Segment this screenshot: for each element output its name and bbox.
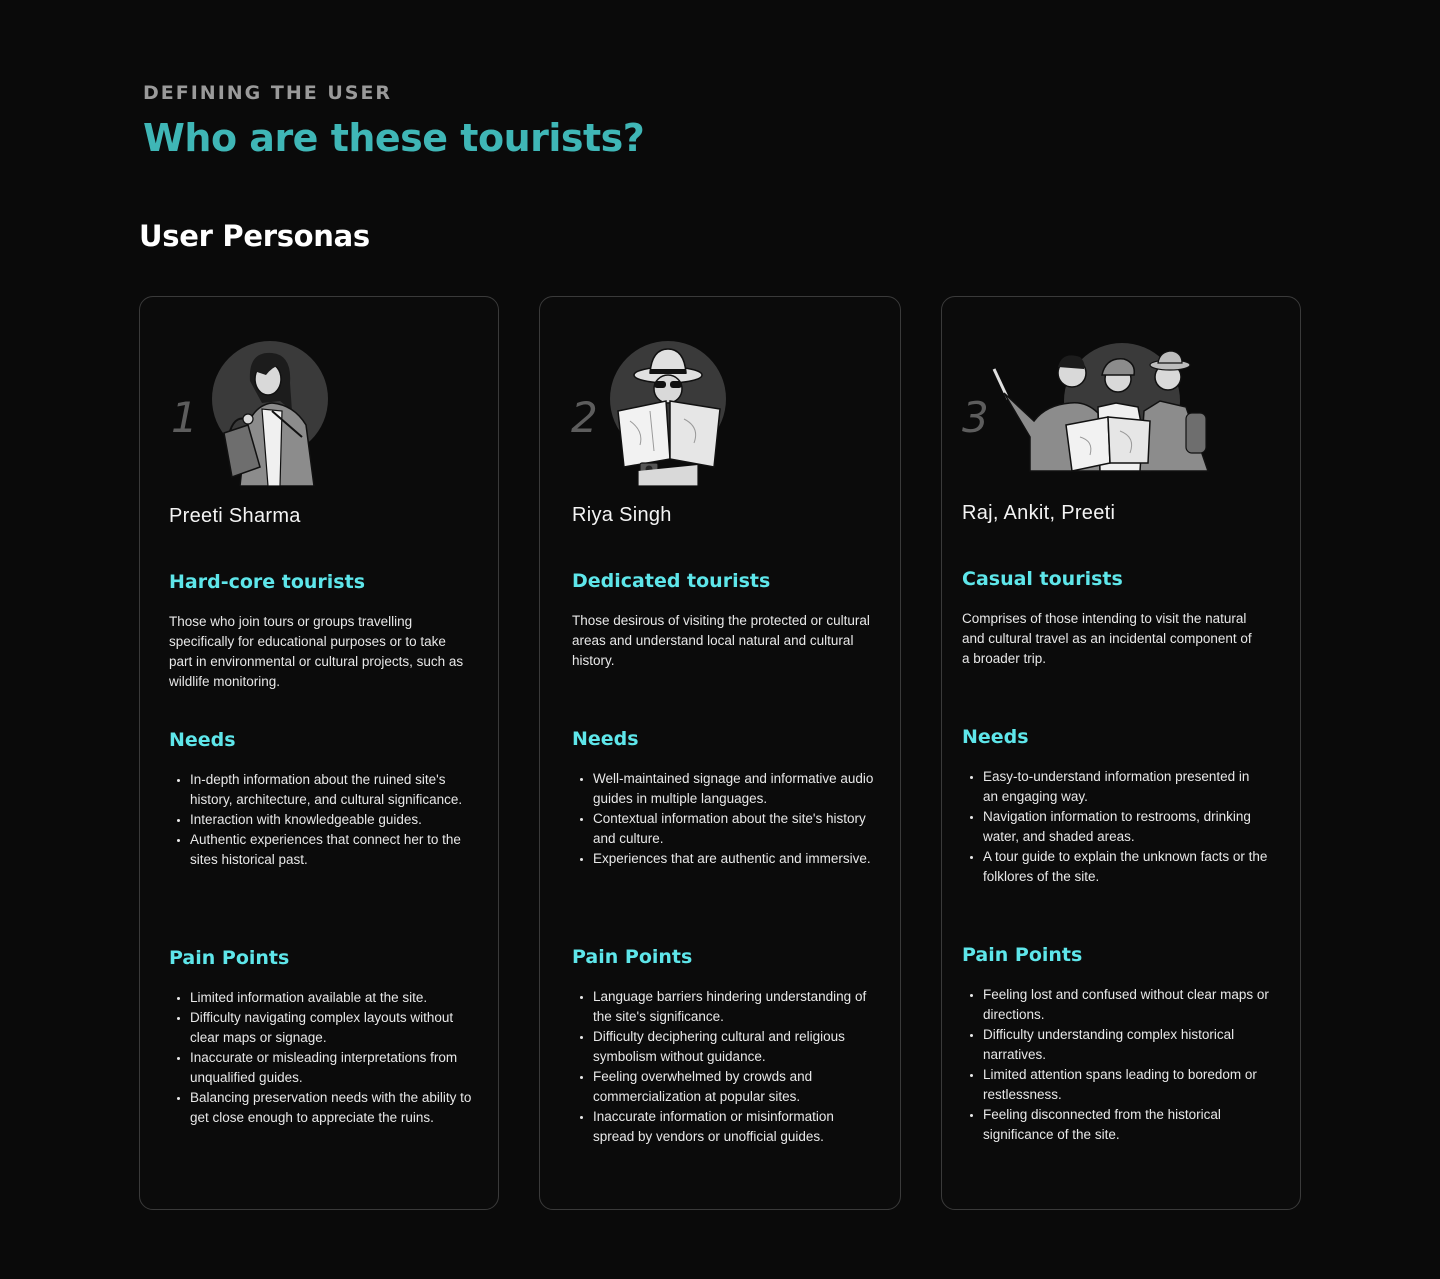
list-item: • Experiences that are authentic and immersive. <box>593 849 878 869</box>
list-item: • Feeling disconnected from the historical significance of the site. <box>983 1105 1273 1145</box>
needs-list <box>169 770 475 870</box>
list-item: • Contextual information about the site's history and culture. <box>593 809 878 849</box>
list-item: • Navigation information to restrooms, drinking water, and shaded areas. <box>983 807 1268 847</box>
pain-points-list <box>962 985 1273 1145</box>
persona-name: Riya Singh <box>572 504 672 526</box>
list-item: • Difficulty understanding complex historical narratives. <box>983 1025 1273 1065</box>
list-item: • Authentic experiences that connect her to the sites historical past. <box>190 830 475 870</box>
persona-card-2 <box>539 296 901 1210</box>
persona-name: Raj, Ankit, Preeti <box>962 502 1116 524</box>
eyebrow-label: DEFINING THE USER <box>143 82 393 104</box>
list-item: • Feeling overwhelmed by crowds and commercialization at popular sites. <box>593 1067 878 1107</box>
needs-list <box>962 767 1268 887</box>
list-item: • Easy-to-understand information presented in an engaging way. <box>983 767 1268 807</box>
needs-heading: Needs <box>962 726 1029 748</box>
list-item: • Balancing preservation needs with the ability to get close enough to appreciate the ruins. <box>190 1088 475 1128</box>
list-item: • Language barriers hindering understanding of the site's significance. <box>593 987 878 1027</box>
list-item: • Difficulty deciphering cultural and religious symbolism without guidance. <box>593 1027 878 1067</box>
group-of-friends-with-map-illustration <box>990 341 1212 476</box>
persona-card-3 <box>941 296 1301 1210</box>
list-item: • Inaccurate information or misinformation spread by vendors or unofficial guides. <box>593 1107 878 1147</box>
persona-description: Comprises of those intending to visit the natural and cultural travel as an incidental component of a broader trip. <box>962 611 1252 666</box>
persona-type: Dedicated tourists <box>572 570 771 592</box>
needs-heading: Needs <box>572 728 639 750</box>
pain-points-heading: Pain Points <box>962 944 1083 966</box>
list-item: • In-depth information about the ruined site's history, architecture, and cultural significance. <box>190 770 475 810</box>
needs-list <box>572 769 878 869</box>
list-item: • Interaction with knowledgeable guides. <box>190 810 475 830</box>
persona-type: Casual tourists <box>962 568 1123 590</box>
list-item: • A tour guide to explain the unknown facts or the folklores of the site. <box>983 847 1268 887</box>
pain-points-list <box>169 988 475 1128</box>
section-title: User Personas <box>139 219 370 253</box>
list-item: • Feeling lost and confused without clear maps or directions. <box>983 985 1273 1025</box>
persona-number: 1 <box>171 393 198 442</box>
list-item: • Limited attention spans leading to boredom or restlessness. <box>983 1065 1273 1105</box>
persona-type: Hard-core tourists <box>169 571 366 593</box>
pain-points-heading: Pain Points <box>169 947 290 969</box>
persona-name: Preeti Sharma <box>169 505 301 527</box>
list-item: • Inaccurate or misleading interpretations from unqualified guides. <box>190 1048 475 1088</box>
woman-with-tote-bag-illustration <box>210 341 340 486</box>
persona-number: 3 <box>962 393 989 442</box>
list-item: • Limited information available at the site. <box>190 988 475 1008</box>
persona-description: Those who join tours or groups travelling specifically for educational purposes or to take part in environmental or cultural projects, such as wildlife monitoring. <box>169 614 464 689</box>
persona-number: 2 <box>571 393 598 442</box>
needs-heading: Needs <box>169 729 236 751</box>
page-title: Who are these tourists? <box>143 116 645 160</box>
list-item: • Difficulty navigating complex layouts without clear maps or signage. <box>190 1008 475 1048</box>
woman-with-map-illustration <box>610 341 730 486</box>
pain-points-heading: Pain Points <box>572 946 693 968</box>
pain-points-list <box>572 987 878 1147</box>
persona-description: Those desirous of visiting the protected or cultural areas and understand local natural and cultural history. <box>572 613 870 668</box>
list-item: • Well-maintained signage and informative audio guides in multiple languages. <box>593 769 878 809</box>
persona-card-1 <box>139 296 499 1210</box>
